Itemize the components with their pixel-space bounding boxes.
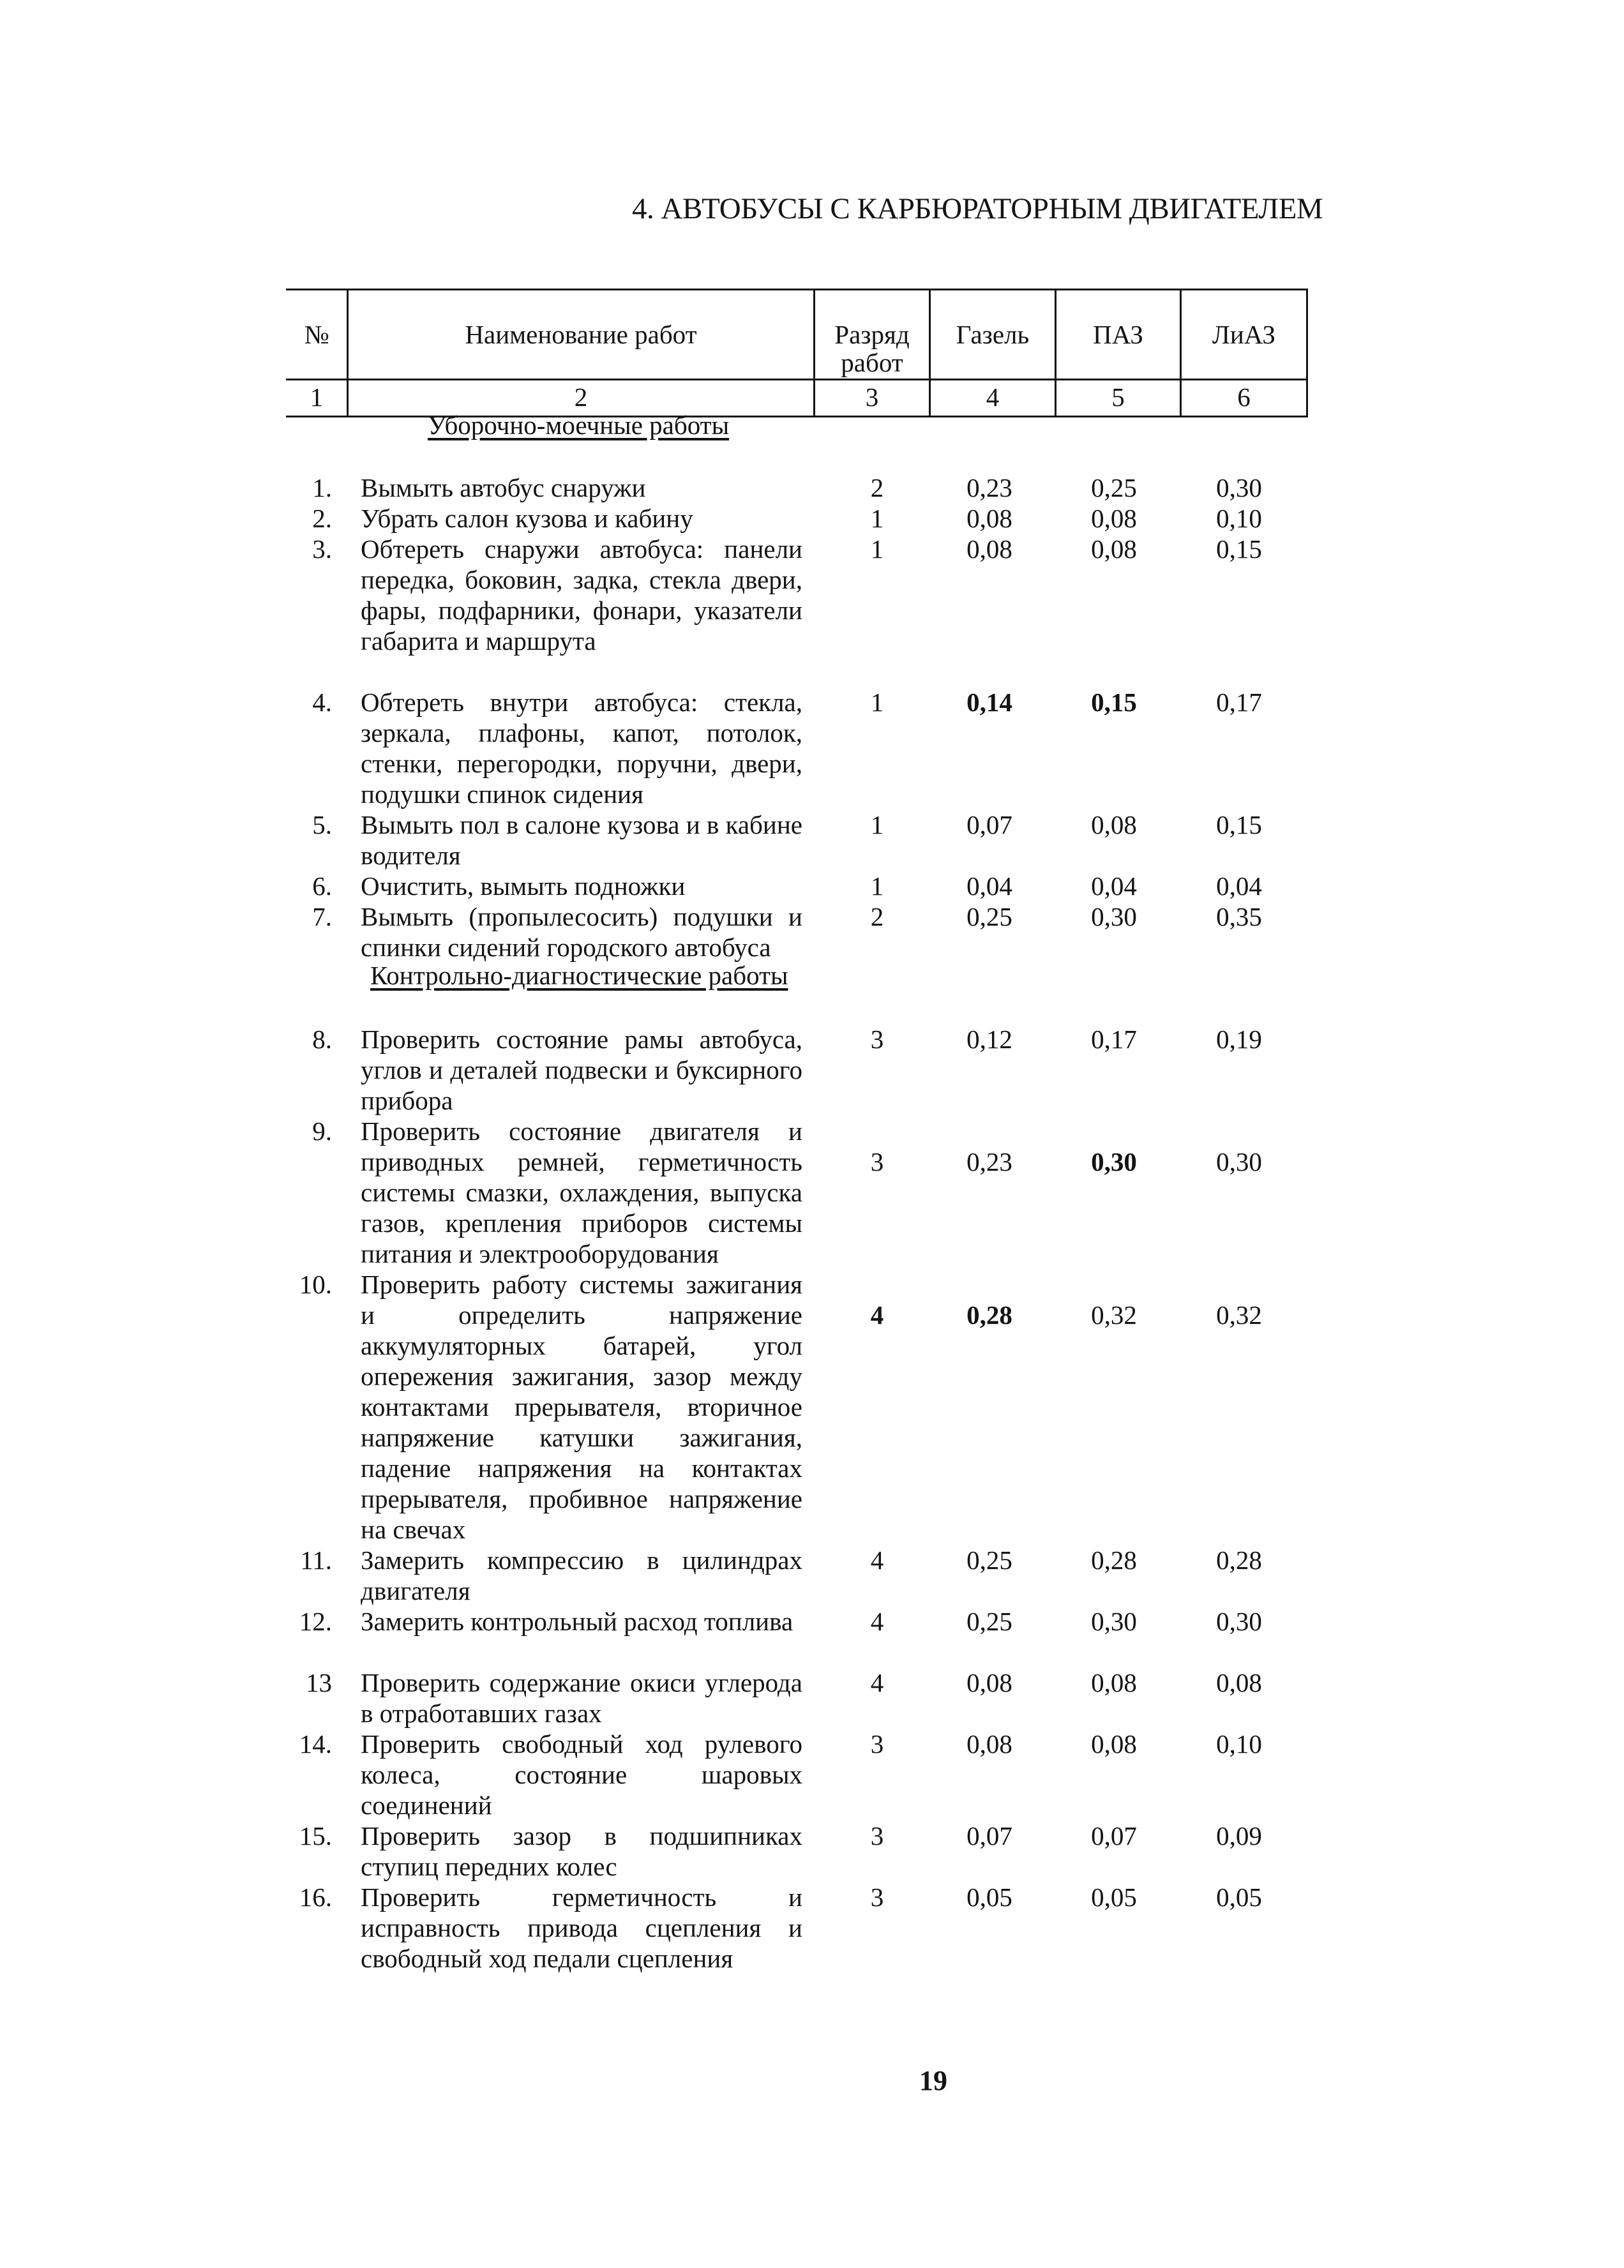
row-number: 11.: [300, 1545, 332, 1575]
value-gazel: 0,08: [966, 504, 1012, 533]
work-grade: 1: [870, 871, 884, 901]
row-number: 15.: [299, 1821, 332, 1851]
row-number: 4.: [312, 687, 332, 717]
value-liaz: 0,30: [1216, 1607, 1262, 1636]
value-paz: 0,30: [1091, 1147, 1137, 1176]
work-grade: 3: [870, 1025, 884, 1054]
row-number: 3.: [312, 534, 332, 564]
work-name: Проверить состояние двигателя и приводных ремней, герметичность системы смазки, охлаждения, выпуска газов, крепления приборов системы питания и электрооборудования: [361, 1116, 802, 1268]
header-work-name: Наименование работ: [465, 320, 697, 349]
col-number: 1: [310, 382, 324, 412]
header-gazel: Газель: [956, 320, 1030, 349]
value-liaz: 0,28: [1216, 1545, 1262, 1575]
work-grade: 3: [870, 1729, 884, 1759]
work-name: Вымыть автобус снаружи: [361, 473, 646, 502]
value-paz: 0,17: [1091, 1025, 1137, 1054]
col-number: 2: [574, 382, 588, 412]
row-number: 13: [306, 1668, 332, 1697]
header-paz: ПАЗ: [1093, 320, 1143, 349]
value-gazel: 0,14: [966, 687, 1012, 717]
work-grade: 1: [870, 504, 884, 533]
value-liaz: 0,15: [1216, 810, 1262, 839]
work-grade: 1: [870, 534, 884, 564]
value-paz: 0,05: [1091, 1882, 1137, 1912]
value-paz: 0,30: [1091, 902, 1137, 931]
value-paz: 0,08: [1091, 1729, 1137, 1759]
row-number: 16.: [299, 1882, 332, 1912]
work-grade: 2: [870, 473, 884, 502]
header-divider: [1306, 289, 1308, 417]
work-name: Замерить компрессию в цилиндрах двигателя: [361, 1545, 802, 1605]
value-liaz: 0,30: [1216, 473, 1262, 502]
value-liaz: 0,30: [1216, 1147, 1262, 1176]
value-gazel: 0,23: [966, 1147, 1012, 1176]
value-liaz: 0,15: [1216, 534, 1262, 564]
value-gazel: 0,08: [966, 1729, 1012, 1759]
value-liaz: 0,17: [1216, 687, 1262, 717]
value-gazel: 0,05: [966, 1882, 1012, 1912]
work-grade: 1: [870, 810, 884, 839]
work-grade: 3: [870, 1147, 884, 1176]
value-gazel: 0,07: [966, 810, 1012, 839]
value-liaz: 0,32: [1216, 1300, 1262, 1330]
row-number: 7.: [312, 902, 332, 931]
value-paz: 0,08: [1091, 1668, 1137, 1697]
value-paz: 0,08: [1091, 504, 1137, 533]
value-liaz: 0,10: [1216, 1729, 1262, 1759]
value-gazel: 0,12: [966, 1025, 1012, 1054]
work-grade: 2: [870, 902, 884, 931]
row-number: 1.: [312, 473, 332, 502]
header-grade: Разряд работ: [834, 320, 910, 377]
work-name: Убрать салон кузова и кабину: [361, 504, 693, 533]
value-liaz: 0,35: [1216, 902, 1262, 931]
value-paz: 0,08: [1091, 810, 1137, 839]
row-number: 9.: [312, 1116, 332, 1146]
work-grade: 4: [870, 1300, 884, 1330]
value-liaz: 0,04: [1216, 871, 1262, 901]
value-gazel: 0,07: [966, 1821, 1012, 1851]
work-name: Вымыть пол в салоне кузова и в кабине водителя: [361, 810, 802, 870]
row-number: 10.: [299, 1270, 332, 1299]
work-name: Замерить контрольный расход топлива: [361, 1607, 793, 1636]
table-header: [286, 289, 1308, 417]
value-paz: 0,07: [1091, 1821, 1137, 1851]
value-gazel: 0,08: [966, 534, 1012, 564]
header-number: №: [304, 320, 329, 349]
work-grade: 3: [870, 1821, 884, 1851]
header-liaz: ЛиАЗ: [1212, 320, 1275, 349]
col-number: 5: [1111, 382, 1125, 412]
header-middle-rule: [286, 379, 1308, 380]
work-name: Проверить зазор в подшипниках ступиц передних колес: [361, 1821, 802, 1881]
page-title: 4. АВТОБУСЫ С КАРБЮРАТОРНЫМ ДВИГАТЕЛЕМ: [632, 192, 1323, 225]
work-name: Обтереть снаружи автобуса: панели передка, боковин, задка, стекла двери, фары, подфарники, фонари, указатели габарита и маршрута: [361, 534, 802, 656]
value-liaz: 0,08: [1216, 1668, 1262, 1697]
value-paz: 0,28: [1091, 1545, 1137, 1575]
value-gazel: 0,04: [966, 871, 1012, 901]
row-number: 2.: [312, 504, 332, 533]
value-paz: 0,08: [1091, 534, 1137, 564]
work-name: Обтереть внутри автобуса: стекла, зеркала, плафоны, капот, потолок, стенки, перегородки, поручни, двери, подушки спинок сидения: [361, 687, 802, 809]
section-title: Контрольно-диагностические работы: [370, 961, 788, 990]
work-grade: 1: [870, 687, 884, 717]
work-name: Вымыть (пропылесосить) подушки и спинки сидений городского автобуса: [361, 902, 802, 962]
work-name: Проверить состояние рамы автобуса, углов и деталей подвески и буксирного прибора: [361, 1025, 802, 1115]
work-name: Проверить содержание окиси углерода в отработавших газах: [361, 1668, 802, 1728]
value-paz: 0,32: [1091, 1300, 1137, 1330]
row-number: 8.: [312, 1025, 332, 1054]
row-number: 12.: [299, 1607, 332, 1636]
header-top-rule: [286, 289, 1308, 290]
page-number: 19: [919, 2065, 947, 2096]
value-liaz: 0,19: [1216, 1025, 1262, 1054]
col-number: 4: [986, 382, 1000, 412]
value-liaz: 0,05: [1216, 1882, 1262, 1912]
work-name: Проверить свободный ход рулевого колеса, состояние шаровых соединений: [361, 1729, 802, 1820]
work-grade: 4: [870, 1545, 884, 1575]
col-number: 6: [1237, 382, 1251, 412]
col-number: 3: [865, 382, 879, 412]
section-title: Уборочно-моечные работы: [428, 410, 730, 440]
work-name: Очистить, вымыть подножки: [361, 871, 686, 901]
value-paz: 0,30: [1091, 1607, 1137, 1636]
work-name: Проверить герметичность и исправность привода сцепления и свободный ход педали сцепления: [361, 1882, 802, 1973]
value-gazel: 0,08: [966, 1668, 1012, 1697]
value-paz: 0,04: [1091, 871, 1137, 901]
value-gazel: 0,25: [966, 1607, 1012, 1636]
work-grade: 4: [870, 1668, 884, 1697]
value-gazel: 0,28: [966, 1300, 1012, 1330]
row-number: 5.: [312, 810, 332, 839]
row-number: 6.: [312, 871, 332, 901]
value-paz: 0,15: [1091, 687, 1137, 717]
value-liaz: 0,09: [1216, 1821, 1262, 1851]
work-name: Проверить работу системы зажигания и определить напряжение аккумуляторных батарей, угол опережения зажигания, зазор между контактами прерывателя, вторичное напряжение катушки зажигания, падение напряжения на контактах прерывателя, пробивное напряжение на свечах: [361, 1270, 802, 1544]
value-paz: 0,25: [1091, 473, 1137, 502]
work-grade: 4: [870, 1607, 884, 1636]
value-gazel: 0,23: [966, 473, 1012, 502]
value-liaz: 0,10: [1216, 504, 1262, 533]
row-number: 14.: [299, 1729, 332, 1759]
value-gazel: 0,25: [966, 1545, 1012, 1575]
work-grade: 3: [870, 1882, 884, 1912]
value-gazel: 0,25: [966, 902, 1012, 931]
